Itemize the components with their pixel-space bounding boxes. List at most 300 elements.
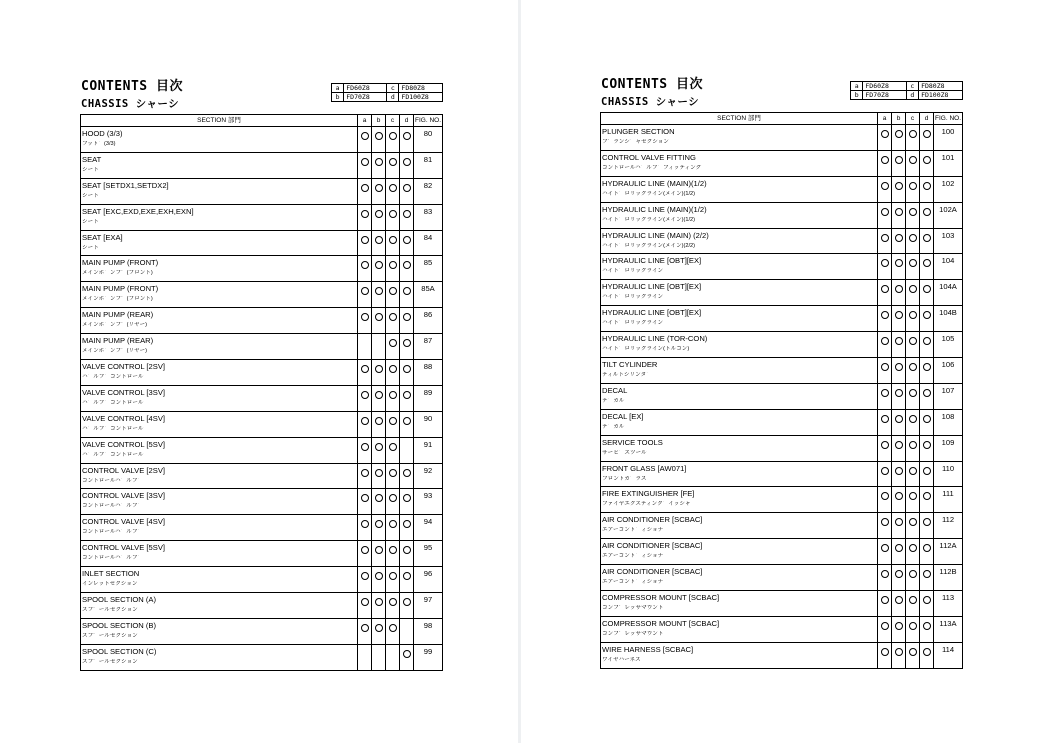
fig-no: 90 [423, 413, 433, 423]
section-name-ja: メインホ゛ンフ゜(フロント) [82, 296, 153, 303]
circle-mark-icon [909, 182, 917, 190]
section-name-ja: シート [82, 244, 99, 251]
circle-mark-icon [403, 261, 411, 269]
circle-mark-icon [881, 467, 889, 475]
model-key: a [851, 82, 863, 91]
model-legend-row [332, 84, 443, 93]
circle-mark-icon [403, 287, 411, 295]
applicability-cell-b [372, 541, 386, 567]
fig-no: 95 [423, 543, 433, 553]
section-cell [81, 515, 358, 541]
circle-mark-icon [361, 572, 369, 580]
applicability-cell-d [400, 360, 414, 386]
applicability-cell-c [906, 383, 920, 409]
section-name-ja: ハイト゛ロリックライン(メイン)(1/2) [602, 190, 696, 197]
applicability-cell-a [878, 125, 892, 151]
circle-mark-icon [881, 648, 889, 656]
fig-no-header: FIG. NO. [414, 115, 443, 127]
fig-no: 94 [423, 517, 433, 527]
fig-no: 84 [423, 232, 433, 242]
applicability-cell-c [906, 461, 920, 487]
circle-mark-icon [361, 624, 369, 632]
circle-mark-icon [375, 236, 383, 244]
applicability-cell-a [358, 515, 372, 541]
applicability-cell-c [386, 308, 400, 334]
circle-mark-icon [375, 624, 383, 632]
circle-mark-icon [923, 441, 931, 449]
table-row [81, 282, 443, 308]
model-b-header: b [372, 115, 386, 127]
fig-no: 98 [423, 620, 433, 630]
applicability-cell-c [906, 150, 920, 176]
section-cell [81, 411, 358, 437]
circle-mark-icon [881, 311, 889, 319]
circle-mark-icon [403, 598, 411, 606]
page-left [0, 0, 518, 743]
fig-no: 80 [423, 129, 433, 138]
circle-mark-icon [361, 546, 369, 554]
section-cell [81, 230, 358, 256]
section-name-en: AIR CONDITIONER [SCBAC] [602, 541, 703, 551]
section-name-en: WIRE HARNESS [SCBAC] [602, 644, 694, 654]
circle-mark-icon [909, 544, 917, 552]
applicability-cell-d [400, 178, 414, 204]
section-name-ja: シート [82, 166, 99, 173]
applicability-cell-a [878, 176, 892, 202]
model-key: b [851, 91, 863, 100]
section-name-en: CONTROL VALVE [4SV] [82, 517, 165, 527]
circle-mark-icon [895, 156, 903, 164]
page-header [600, 70, 963, 112]
circle-mark-icon [389, 598, 397, 606]
circle-mark-icon [895, 467, 903, 475]
section-name-ja: シート [82, 218, 99, 225]
circle-mark-icon [923, 389, 931, 397]
section-name-en: CONTROL VALVE FITTING [602, 152, 696, 162]
applicability-cell-d [400, 308, 414, 334]
section-cell [601, 565, 878, 591]
section-cell [81, 567, 358, 593]
table-row [81, 385, 443, 411]
circle-mark-icon [361, 184, 369, 192]
table-header-row [81, 115, 443, 127]
fig-no-cell [414, 178, 443, 204]
fig-no: 85 [423, 258, 433, 268]
fig-no-cell [414, 618, 443, 644]
circle-mark-icon [923, 363, 931, 371]
applicability-cell-a [878, 306, 892, 332]
applicability-cell-d [400, 618, 414, 644]
table-row [601, 254, 963, 280]
section-name-en: SERVICE TOOLS [602, 437, 663, 447]
section-name-ja: コンフ゜レッサマウント [602, 630, 664, 637]
applicability-cell-c [906, 642, 920, 668]
circle-mark-icon [361, 210, 369, 218]
applicability-cell-b [372, 334, 386, 360]
circle-mark-icon [923, 622, 931, 630]
circle-mark-icon [895, 389, 903, 397]
fig-no: 81 [423, 154, 433, 164]
section-cell [81, 463, 358, 489]
applicability-cell-b [892, 202, 906, 228]
circle-mark-icon [375, 132, 383, 140]
section-cell [601, 150, 878, 176]
table-row [81, 178, 443, 204]
section-name-en: HYDRAULIC LINE [OBT][EX] [602, 308, 702, 318]
section-cell [81, 437, 358, 463]
fig-no: 112B [939, 567, 957, 577]
section-name-en: TILT CYLINDER [602, 360, 658, 370]
circle-mark-icon [881, 441, 889, 449]
section-name-ja: ハ゛ルフ゛コントロール [82, 399, 144, 406]
circle-mark-icon [923, 544, 931, 552]
circle-mark-icon [403, 494, 411, 502]
page-title: CONTENTS 目次 [81, 79, 183, 94]
page-right [521, 0, 1038, 743]
applicability-cell-b [372, 308, 386, 334]
model-value: FD70Z8 [863, 91, 906, 100]
section-name-ja: スフ゜ールセクション [82, 658, 138, 665]
section-name-ja: エアーコント゛ィショナ [602, 579, 664, 586]
fig-no-cell [414, 593, 443, 619]
section-cell [81, 334, 358, 360]
applicability-cell-b [372, 567, 386, 593]
circle-mark-icon [403, 650, 411, 658]
section-cell [601, 383, 878, 409]
circle-mark-icon [361, 494, 369, 502]
section-name-en: SEAT [82, 154, 102, 164]
applicability-cell-b [892, 125, 906, 151]
circle-mark-icon [895, 234, 903, 242]
circle-mark-icon [923, 130, 931, 138]
applicability-cell-c [386, 385, 400, 411]
fig-no-cell [934, 513, 963, 539]
applicability-cell-c [906, 280, 920, 306]
applicability-cell-c [906, 358, 920, 384]
model-key: c [906, 82, 918, 91]
applicability-cell-c [386, 204, 400, 230]
applicability-cell-c [906, 435, 920, 461]
section-cell [81, 152, 358, 178]
applicability-cell-c [906, 125, 920, 151]
circle-mark-icon [895, 285, 903, 293]
applicability-cell-a [358, 437, 372, 463]
fig-no-cell [934, 358, 963, 384]
circle-mark-icon [389, 261, 397, 269]
section-name-ja: ティルトシリンタ゛ [602, 372, 652, 379]
circle-mark-icon [361, 365, 369, 373]
circle-mark-icon [361, 520, 369, 528]
fig-no-cell [414, 334, 443, 360]
model-c-header: c [386, 115, 400, 127]
applicability-cell-a [358, 178, 372, 204]
section-header: SECTION 部門 [81, 115, 358, 127]
model-value: FD60Z8 [344, 84, 387, 93]
circle-mark-icon [881, 259, 889, 267]
circle-mark-icon [389, 469, 397, 477]
applicability-cell-b [372, 644, 386, 670]
fig-no-cell [934, 202, 963, 228]
section-name-en: COMPRESSOR MOUNT [SCBAC] [602, 593, 720, 603]
applicability-cell-b [892, 539, 906, 565]
model-key: a [332, 84, 344, 93]
fig-no-cell [934, 616, 963, 642]
table-row [601, 228, 963, 254]
circle-mark-icon [923, 467, 931, 475]
table-row [81, 308, 443, 334]
table-row [81, 360, 443, 386]
fig-no-cell [934, 254, 963, 280]
circle-mark-icon [881, 570, 889, 578]
circle-mark-icon [881, 389, 889, 397]
section-name-en: HYDRAULIC LINE (MAIN)(1/2) [602, 178, 707, 188]
circle-mark-icon [881, 234, 889, 242]
fig-no: 88 [423, 362, 433, 372]
applicability-cell-b [892, 461, 906, 487]
fig-no: 96 [423, 569, 433, 579]
section-name-en: HYDRAULIC LINE (TOR-CON) [602, 334, 708, 344]
section-name-en: SEAT [EXA] [82, 232, 123, 242]
circle-mark-icon [881, 492, 889, 500]
circle-mark-icon [881, 156, 889, 164]
circle-mark-icon [895, 337, 903, 345]
circle-mark-icon [403, 417, 411, 425]
fig-no: 102A [939, 204, 957, 214]
applicability-cell-b [372, 411, 386, 437]
circle-mark-icon [361, 236, 369, 244]
table-body [81, 127, 443, 671]
section-cell [601, 487, 878, 513]
applicability-cell-d [920, 487, 934, 513]
applicability-cell-c [386, 541, 400, 567]
applicability-cell-d [400, 385, 414, 411]
section-cell [81, 204, 358, 230]
circle-mark-icon [909, 311, 917, 319]
applicability-cell-a [878, 228, 892, 254]
circle-mark-icon [375, 287, 383, 295]
table-row [601, 435, 963, 461]
section-name-ja: ハイト゛ロリックライン(トルコン) [602, 346, 690, 353]
applicability-cell-c [906, 409, 920, 435]
section-name-en: HYDRAULIC LINE [OBT][EX] [602, 256, 702, 266]
circle-mark-icon [895, 518, 903, 526]
circle-mark-icon [923, 492, 931, 500]
table-row [81, 256, 443, 282]
fig-no: 87 [423, 336, 433, 346]
applicability-cell-c [906, 228, 920, 254]
table-header-row [601, 113, 963, 125]
circle-mark-icon [923, 208, 931, 216]
circle-mark-icon [375, 210, 383, 218]
section-name-en: FRONT GLASS [AW071] [602, 463, 687, 473]
fig-no-cell [934, 332, 963, 358]
applicability-cell-c [906, 591, 920, 617]
section-cell [81, 644, 358, 670]
model-key: d [387, 93, 399, 102]
circle-mark-icon [909, 156, 917, 164]
section-name-ja: エアーコント゛ィショナ [602, 553, 664, 560]
circle-mark-icon [881, 363, 889, 371]
applicability-cell-d [920, 306, 934, 332]
circle-mark-icon [361, 287, 369, 295]
fig-no: 89 [423, 387, 433, 397]
circle-mark-icon [909, 285, 917, 293]
section-name-en: AIR CONDITIONER [SCBAC] [602, 515, 703, 525]
fig-no: 109 [941, 437, 955, 447]
applicability-cell-a [358, 411, 372, 437]
circle-mark-icon [909, 259, 917, 267]
fig-no-cell [414, 127, 443, 153]
circle-mark-icon [895, 441, 903, 449]
applicability-cell-b [372, 593, 386, 619]
applicability-cell-d [920, 616, 934, 642]
section-cell [601, 513, 878, 539]
circle-mark-icon [389, 184, 397, 192]
table-row [601, 539, 963, 565]
table-row [601, 616, 963, 642]
circle-mark-icon [375, 494, 383, 502]
applicability-cell-d [400, 127, 414, 153]
applicability-cell-d [400, 204, 414, 230]
section-name-en: MAIN PUMP (REAR) [82, 310, 154, 320]
applicability-cell-b [892, 176, 906, 202]
applicability-cell-d [920, 539, 934, 565]
section-name-en: SEAT [EXC,EXD,EXE,EXH,EXN] [82, 206, 194, 216]
applicability-cell-d [400, 256, 414, 282]
table-row [601, 332, 963, 358]
applicability-cell-a [358, 593, 372, 619]
table-row [81, 463, 443, 489]
table-row [81, 567, 443, 593]
applicability-cell-a [358, 230, 372, 256]
circle-mark-icon [389, 546, 397, 554]
circle-mark-icon [389, 210, 397, 218]
circle-mark-icon [909, 467, 917, 475]
table-row [601, 150, 963, 176]
applicability-cell-b [892, 616, 906, 642]
model-legend-row [851, 91, 963, 100]
fig-no: 107 [941, 385, 955, 395]
circle-mark-icon [881, 622, 889, 630]
fig-no-cell [414, 644, 443, 670]
applicability-cell-d [920, 125, 934, 151]
section-name-ja: テ゛カル [602, 423, 625, 430]
table-row [81, 230, 443, 256]
circle-mark-icon [361, 313, 369, 321]
section-name-en: CONTROL VALVE [3SV] [82, 491, 165, 501]
applicability-cell-c [906, 254, 920, 280]
model-b-header: b [892, 113, 906, 125]
applicability-cell-c [386, 593, 400, 619]
section-cell [81, 618, 358, 644]
section-cell [601, 539, 878, 565]
section-name-en: DECAL [EX] [602, 411, 644, 421]
circle-mark-icon [403, 236, 411, 244]
applicability-cell-a [878, 591, 892, 617]
applicability-cell-a [358, 256, 372, 282]
fig-no: 113 [941, 593, 955, 603]
section-cell [601, 254, 878, 280]
applicability-cell-c [386, 618, 400, 644]
fig-no-cell [934, 435, 963, 461]
section-name-ja: ハ゛ルフ゛コントロール [82, 425, 144, 432]
fig-no-cell [934, 228, 963, 254]
section-name-en: MAIN PUMP (FRONT) [82, 258, 159, 268]
fig-no: 102 [941, 178, 955, 188]
table-row [601, 487, 963, 513]
fig-no-cell [414, 567, 443, 593]
circle-mark-icon [881, 182, 889, 190]
circle-mark-icon [375, 443, 383, 451]
circle-mark-icon [403, 520, 411, 528]
applicability-cell-b [892, 487, 906, 513]
applicability-cell-c [386, 334, 400, 360]
applicability-cell-b [372, 127, 386, 153]
circle-mark-icon [389, 624, 397, 632]
section-cell [601, 461, 878, 487]
applicability-cell-c [906, 513, 920, 539]
circle-mark-icon [895, 182, 903, 190]
model-value: FD80Z8 [919, 82, 963, 91]
applicability-cell-a [358, 385, 372, 411]
circle-mark-icon [923, 285, 931, 293]
fig-no: 112 [941, 515, 955, 525]
applicability-cell-c [386, 282, 400, 308]
circle-mark-icon [909, 363, 917, 371]
section-cell [81, 282, 358, 308]
circle-mark-icon [895, 363, 903, 371]
circle-mark-icon [389, 132, 397, 140]
fig-no-cell [934, 409, 963, 435]
contents-block [80, 72, 443, 671]
circle-mark-icon [375, 391, 383, 399]
section-name-ja: ハイト゛ロリックライン [602, 294, 664, 301]
circle-mark-icon [923, 182, 931, 190]
applicability-cell-a [878, 487, 892, 513]
section-cell [601, 435, 878, 461]
fig-no-cell [414, 489, 443, 515]
circle-mark-icon [389, 339, 397, 347]
applicability-cell-b [372, 437, 386, 463]
section-name-en: INLET SECTION [82, 569, 140, 579]
fig-no: 104B [939, 308, 957, 318]
table-row [601, 202, 963, 228]
applicability-cell-b [892, 332, 906, 358]
circle-mark-icon [389, 572, 397, 580]
section-name-en: SPOOL SECTION (B) [82, 620, 156, 630]
section-cell [81, 385, 358, 411]
circle-mark-icon [923, 156, 931, 164]
applicability-cell-b [892, 228, 906, 254]
fig-no-cell [414, 282, 443, 308]
applicability-cell-d [400, 567, 414, 593]
fig-no: 110 [941, 463, 955, 473]
circle-mark-icon [923, 518, 931, 526]
section-name-en: HYDRAULIC LINE [OBT][EX] [602, 282, 702, 292]
section-name-ja: コントロールハ゛ルフ゛フィッティング [602, 164, 702, 171]
table-row [81, 618, 443, 644]
table-row [601, 176, 963, 202]
applicability-cell-b [892, 409, 906, 435]
applicability-cell-a [878, 254, 892, 280]
section-name-en: CONTROL VALVE [5SV] [82, 543, 165, 553]
fig-no-header: FIG. NO. [934, 113, 963, 125]
section-name-ja: テ゛カル [602, 397, 625, 404]
fig-no-cell [414, 230, 443, 256]
section-name-ja: コントロールハ゛ルフ゛ [82, 529, 144, 536]
applicability-cell-d [920, 280, 934, 306]
section-name-ja: エアーコント゛ィショナ [602, 527, 664, 534]
